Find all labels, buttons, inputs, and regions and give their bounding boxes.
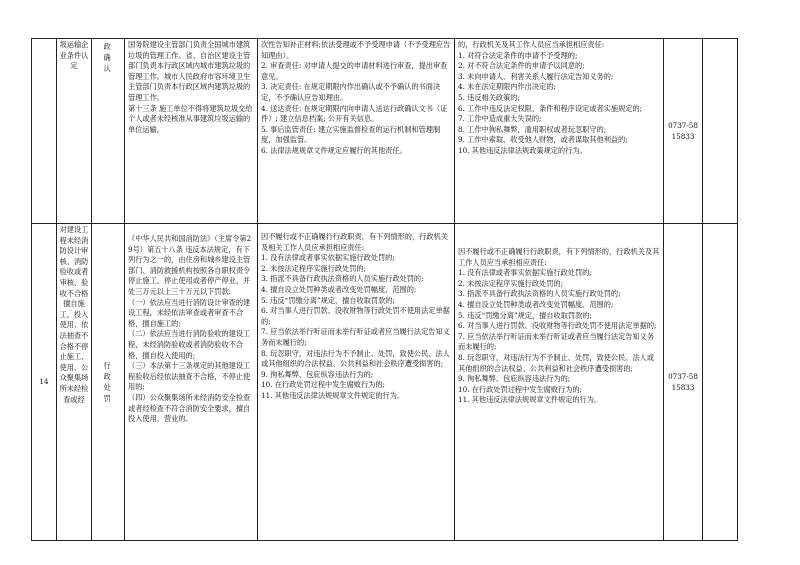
phone-cell: 0737-58 15833 xyxy=(664,224,703,541)
item-type-cell xyxy=(92,39,125,224)
accountability-cell: 因不履行或不正确履行行政职责，有下列情形的，行政机关及其工作人员应当承担相应责任: 1. 没有法律或者事实依据实施行政处罚的; 2. 未按法定程序实施行政处罚的; 3. 指派不具备行政执法资格的人员实施行政处罚的; 4. 擅自设立处罚种类或者改变处罚幅度、范围的; 5. 违反“罚缴分离”规定，擅自收取罚款的; 6. 对当事人进行罚款、没收财物等行政处罚不使用法定单据的; 7. 应当依法举行听证而未举行听证或者应当履行法定告知义务而未履行的; 8. 玩忽职守，对违法行为不予制止、处罚，致使公民、法人或其他组织的合法权益、公共利益和社会秩序遭受损害的; 9. 徇私舞弊、包庇纵容违法行为的; 10. 在行政处罚过程中发生腐败行为的; 11. 其他违反法律法规规章文件规定的行为。 xyxy=(455,224,664,541)
item-type-text: 政确认 xyxy=(103,42,111,73)
table-row xyxy=(32,39,738,224)
responsibility-cell: 因不履行或不正确履行行政职责，有下列情形的，行政机关及相关工作人员应承担相应责任: 1. 没有法律或者事实依据实施行政处罚的; 2. 未按法定程序实施行政处罚的; 3. 指派不具备行政执法资格的人员实施行政处罚的; 4. 擅自设立处罚种类或者改变处罚幅度、范围的; 5. 违反“罚缴分离”规定，擅自收取罚款的; 6. 对当事人进行罚款、没收财物等行政处罚不使用法定单据的; 7. 应当依法举行听证而未举行听证或者应当履行法定告知义务而未履行的; 8. 玩忽职守，对违法行为不予制止、处罚，致使公民、法人或其他组织的合法权益、公共利益和社会秩序遭受损害的; 9. 徇私舞弊、包庇纵容违法行为的; 10. 在行政处罚过程中发生腐败行为的; 11. 其他违反法律法规规章文件规定的行为。 xyxy=(258,224,455,541)
note-cell xyxy=(703,224,738,541)
power-list-table xyxy=(31,38,738,541)
note-cell xyxy=(703,39,738,224)
item-name-cell: 对建设工程未经消防设计审核、消防验收或者审核、验收不合格擅自施工、投入使用、依法抽查不合格不停止施工、使用、公众聚集场所未经检查或经 xyxy=(57,224,92,541)
accountability-cell: 的，行政机关及其工作人员应当承担相应责任: 1. 对符合法定条件的申请不予受理的; 2. 对不符合法定条件的申请予以同意的; 3. 未向申请人、利害关系人履行法定告知义务的; 4. 未在法定期限内作出决定的; 5. 违反相关政策的; 6. 工作中违反法定权限、条件和程序设定或者实施规定的; 7. 工作中造成重大失误的; 8. 工作中徇私舞弊，滥用职权或者玩忽职守的; 9. 工作中索取、收受他人财物，或者谋取其他利益的; 10. 其他违反法律法规政策规定的行为。 xyxy=(455,39,664,224)
legal-basis-cell: 国务院建设主管部门负责全国城市建筑垃圾的管理工作。省、自治区建设主管部门负责本行政区域内城市建筑垃圾的管理工作。城市人民政府市容环境卫生主管部门负责本行政区域内建筑垃圾的管理工作。 第十三条 施工单位不得将建筑垃圾交给个人或者未经核准从事建筑垃圾运输的单位运输。 xyxy=(125,39,258,224)
item-type-text: 行政处罚 xyxy=(103,361,111,403)
phone-cell: 0737-58 15833 xyxy=(664,39,703,224)
item-type-cell xyxy=(92,224,125,541)
legal-basis-cell: 《中华人民共和国消防法》（主席令第29号）第五十八条 违反本法规定，有下列行为之一的，由住房和城乡建设主管部门、消防救援机构按照各自职权责令停止施工、停止使用或者停产停业，并处三万元以上三十万元以下罚款: （一）依法应当进行消防设计审查的建设工程，未经依法审查或者审查不合格，擅自施工的; （二）依法应当进行消防验收的建设工程，未经消防验收或者消防验收不合格，擅自投入使用的; （三）本法第十三条规定的其他建设工程验收后经依法抽查不合格，不停止使用的; （四）公众聚集场所未经消防安全检查或者经检查不符合消防安全要求，擅自投入使用、营业的。 xyxy=(125,224,258,541)
table-row xyxy=(32,224,738,541)
item-name-cell: 圾运输企业条件认定 xyxy=(57,39,92,224)
responsibility-cell: 次性告知补正材料;依法受理或不予受理申请（不予受理应告知理由）。 2. 审查责任: 对申请人提交的申请材料进行审查，提出审查意见。 3. 决定责任: 在规定期限内作出确认或不予确认的书面决定，不予确认应告知理由。 4. 送达责任: 在规定期限内向申请人送达行政确认文书（证件）; 建立信息档案; 公开有关信息。 5. 事后监管责任: 建立实施监督检查的运行机制和管理制度，加强监管。 6. 法律法规规章文件规定应履行的其他责任。 xyxy=(258,39,455,224)
row-number-cell: 14 xyxy=(32,224,57,541)
row-number-cell xyxy=(32,39,57,224)
